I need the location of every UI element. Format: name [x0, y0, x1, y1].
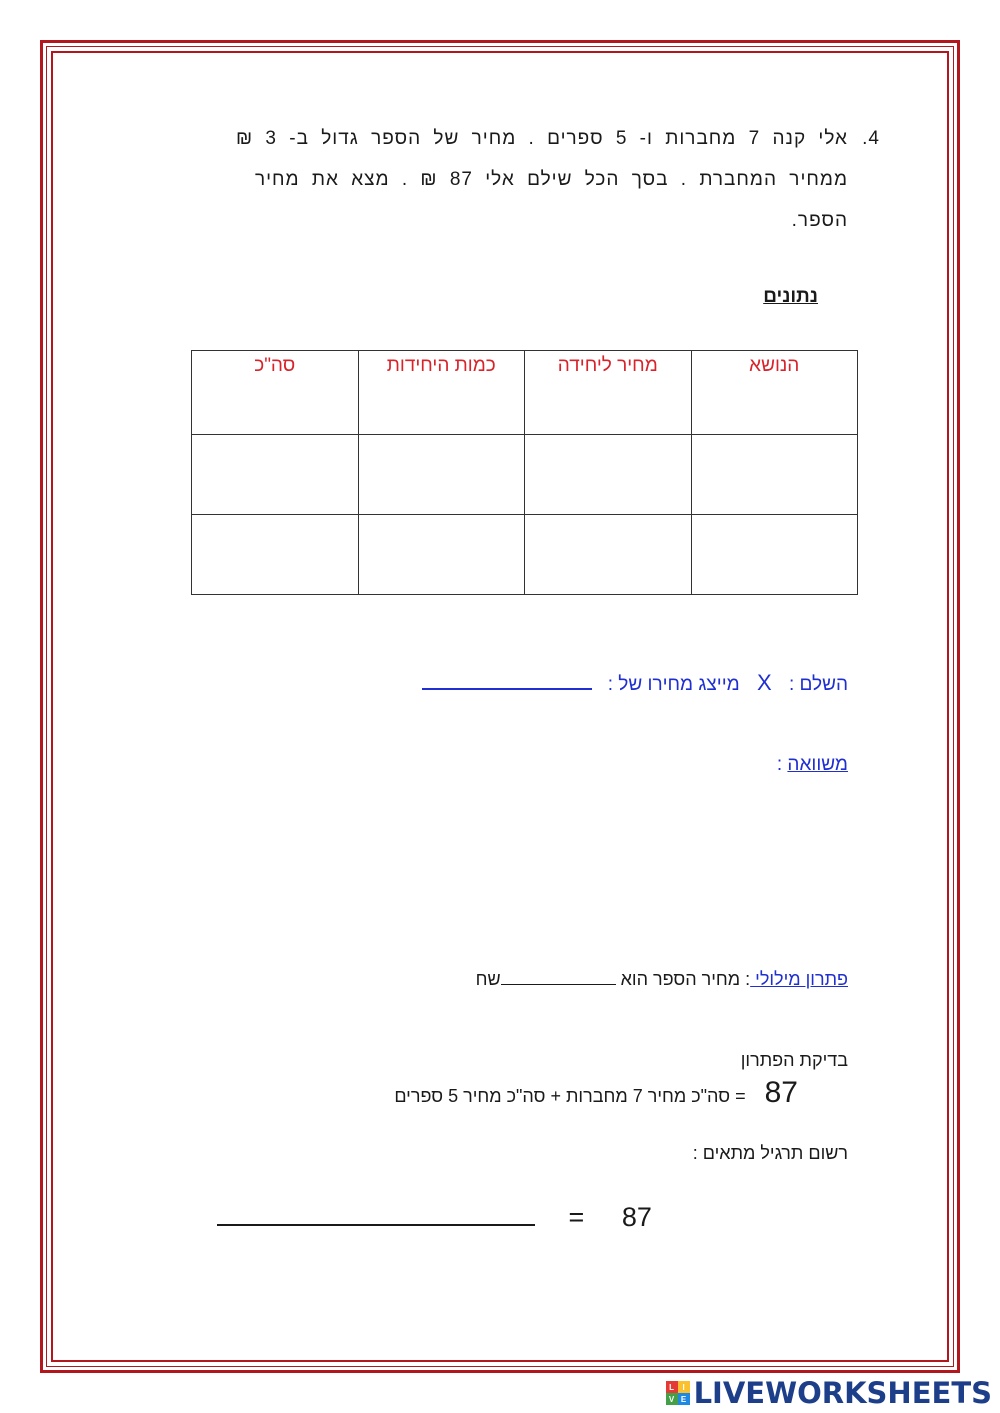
- table-row: [192, 435, 858, 515]
- equation-label: משוואה: [787, 754, 848, 775]
- header-total: סה"כ: [192, 351, 359, 435]
- badge-letter: L: [666, 1381, 678, 1393]
- table-row: [192, 515, 858, 595]
- exercise-label: רשום תרגיל מתאים :: [692, 1143, 848, 1163]
- badge-letter: E: [678, 1393, 690, 1405]
- header-subject: הנושא: [691, 351, 858, 435]
- final-exercise: [217, 1196, 652, 1233]
- equals-sign: =: [568, 1202, 585, 1232]
- equation-section: [777, 754, 848, 776]
- data-title: נתונים: [763, 286, 818, 307]
- book-price-input[interactable]: [501, 970, 616, 985]
- table-header-row: [192, 351, 858, 435]
- header-unit-price: מחיר ליחידה: [525, 351, 692, 435]
- problem-number: 4.: [862, 128, 880, 149]
- header-quantity: כמות היחידות: [358, 351, 525, 435]
- data-table: [191, 350, 858, 595]
- variable-meaning-input[interactable]: [422, 670, 592, 690]
- solution-label: פתרון מילולי: [750, 969, 848, 989]
- problem-text: [208, 118, 880, 241]
- check-title: בדיקת הפתרון: [740, 1050, 848, 1070]
- input-cell[interactable]: [192, 435, 359, 515]
- input-cell[interactable]: [358, 435, 525, 515]
- solution-text: : מחיר הספר הוא: [620, 969, 751, 989]
- complete-text: מייצג מחירו של :: [607, 674, 740, 695]
- check-total: 87: [764, 1076, 798, 1109]
- verbal-solution: [476, 969, 848, 990]
- solution-unit: שח: [475, 969, 501, 989]
- input-cell[interactable]: [691, 515, 858, 595]
- final-value: 87: [621, 1202, 652, 1232]
- check-text: = סה"כ מחיר 7 מחברות + סה"כ מחיר 5 ספרים: [394, 1086, 746, 1106]
- logo-text: LIVEWORKSHEETS: [693, 1376, 992, 1410]
- complete-label: השלם :: [788, 674, 848, 695]
- liveworksheets-logo: [666, 1378, 992, 1408]
- problem-line-3: הספר.: [791, 210, 848, 231]
- badge-letter: V: [666, 1393, 678, 1405]
- input-cell[interactable]: [525, 435, 692, 515]
- exercise-input[interactable]: [217, 1196, 535, 1226]
- input-cell[interactable]: [192, 515, 359, 595]
- input-cell[interactable]: [525, 515, 692, 595]
- page-border-inner: [51, 51, 949, 1362]
- badge-letter: I: [678, 1381, 690, 1393]
- variable-x: X: [756, 670, 772, 695]
- input-cell[interactable]: [358, 515, 525, 595]
- input-cell[interactable]: [691, 435, 858, 515]
- equation-colon: :: [776, 754, 788, 775]
- complete-statement: [422, 670, 848, 696]
- problem-line-1: אלי קנה 7 מחברות ו- 5 ספרים . מחיר של הספר גדול ב- 3 ₪: [235, 128, 848, 149]
- logo-badge-icon: [666, 1381, 690, 1405]
- problem-line-2: ממחיר המחברת . בסך הכל שילם אלי 87 ₪ . מצא את מחיר: [254, 169, 848, 190]
- check-equation: [394, 1076, 798, 1110]
